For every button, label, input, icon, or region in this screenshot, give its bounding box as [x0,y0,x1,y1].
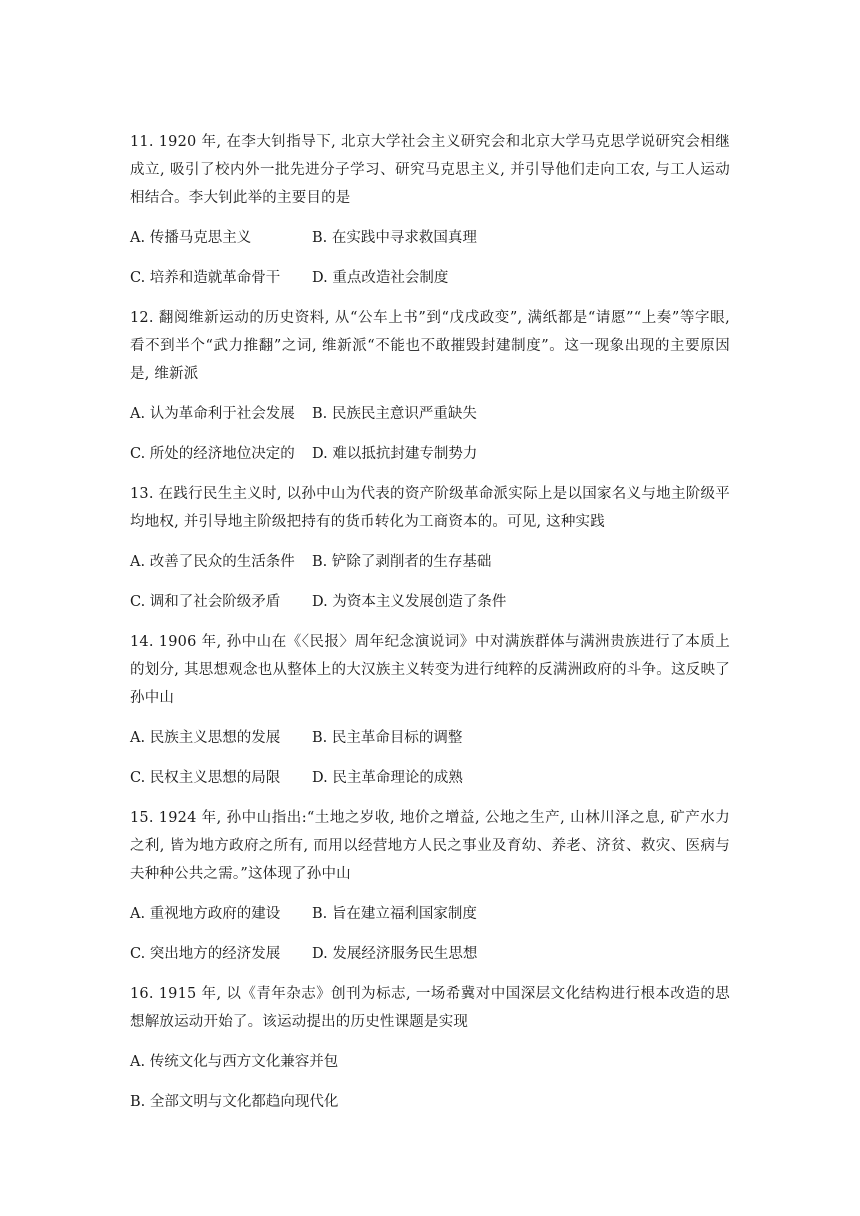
option-a[interactable]: A. 传统文化与西方文化兼容并包 [130,1054,339,1070]
option-row [130,400,730,428]
question-stem: 13. 在践行民生主义时, 以孙中山为代表的资产阶级革命派实际上是以国家名义与地主阶级平均地权, 并引导地主阶级把持有的货币转化为工商资本的。可见, 这种实践 [130,486,730,530]
question-14 [130,628,730,792]
option-a[interactable]: A. 改善了民众的生活条件 [130,554,295,570]
option-row [130,548,730,576]
option-list [130,224,730,292]
option-row [130,440,730,468]
option-a[interactable]: A. 重视地方政府的建设 [130,906,281,922]
option-c[interactable]: C. 民权主义思想的局限 [130,770,281,786]
question-stem: 16. 1915 年, 以《青年杂志》创刊为标志, 一场希冀对中国深层文化结构进行根本改造的思想解放运动开始了。该运动提出的历史性课题是实现 [130,986,730,1030]
option-c[interactable]: C. 突出地方的经济发展 [130,946,281,962]
option-row [130,588,730,616]
option-a[interactable]: A. 认为革命利于社会发展 [130,406,295,422]
question-stem: 12. 翻阅维新运动的历史资料, 从“公车上书”到“戊戌政变”, 满纸都是“请愿”“上奏”等字眼, 看不到半个“武力推翻”之词, 维新派“不能也不敢摧毁封建制度”。这一现象出现的主要原因是, 维新派 [130,310,730,382]
question-12 [130,304,730,468]
option-row [130,264,730,292]
option-b[interactable]: B. 在实践中寻求救国真理 [312,230,477,246]
option-row [130,724,730,752]
option-b[interactable]: B. 民族民主意识严重缺失 [312,406,477,422]
option-b[interactable]: B. 铲除了剥削者的生存基础 [312,554,492,570]
exam-page [130,128,730,1128]
option-a[interactable]: A. 民族主义思想的发展 [130,730,281,746]
question-stem: 11. 1920 年, 在李大钊指导下, 北京大学社会主义研究会和北京大学马克思学说研究会相继成立, 吸引了校内外一批先进分子学习、研究马克思主义, 并引导他们走向工农, 与工人运动相结合。李大钊此举的主要目的是 [130,134,730,206]
option-list [130,400,730,468]
option-list [130,900,730,968]
option-d[interactable]: D. 难以抵抗封建专制势力 [312,446,478,462]
option-list [130,724,730,792]
option-b[interactable]: B. 旨在建立福利国家制度 [312,906,477,922]
option-b[interactable]: B. 民主革命目标的调整 [312,730,463,746]
option-row [130,1048,730,1076]
option-row [130,764,730,792]
question-stem: 15. 1924 年, 孙中山指出:“土地之岁收, 地价之增益, 公地之生产, 山林川泽之息, 矿产水力之利, 皆为地方政府之所有, 而用以经营地方人民之事业及育幼、养老、济贫、救灾、医病与夫种种公共之需。”这体现了孙中山 [130,810,730,882]
option-c[interactable]: C. 调和了社会阶级矛盾 [130,594,281,610]
option-d[interactable]: D. 发展经济服务民生思想 [312,946,478,962]
question-11 [130,128,730,292]
option-c[interactable]: C. 培养和造就革命骨干 [130,270,281,286]
option-d[interactable]: D. 重点改造社会制度 [312,270,449,286]
option-row [130,224,730,252]
option-a[interactable]: A. 传播马克思主义 [130,230,252,246]
option-row [130,1088,730,1116]
option-row [130,940,730,968]
question-13 [130,480,730,616]
option-list [130,1048,730,1116]
option-row [130,900,730,928]
option-b[interactable]: B. 全部文明与文化都趋向现代化 [130,1094,339,1110]
question-15 [130,804,730,968]
question-stem: 14. 1906 年, 孙中山在《〈民报〉周年纪念演说词》中对满族群体与满洲贵族进行了本质上的划分, 其思想观念也从整体上的大汉族主义转变为进行纯粹的反满洲政府的斗争。这反映了孙中山 [130,634,730,706]
option-c[interactable]: C. 所处的经济地位决定的 [130,446,295,462]
option-d[interactable]: D. 为资本主义发展创造了条件 [312,594,507,610]
option-list [130,548,730,616]
question-16 [130,980,730,1116]
option-d[interactable]: D. 民主革命理论的成熟 [312,770,463,786]
